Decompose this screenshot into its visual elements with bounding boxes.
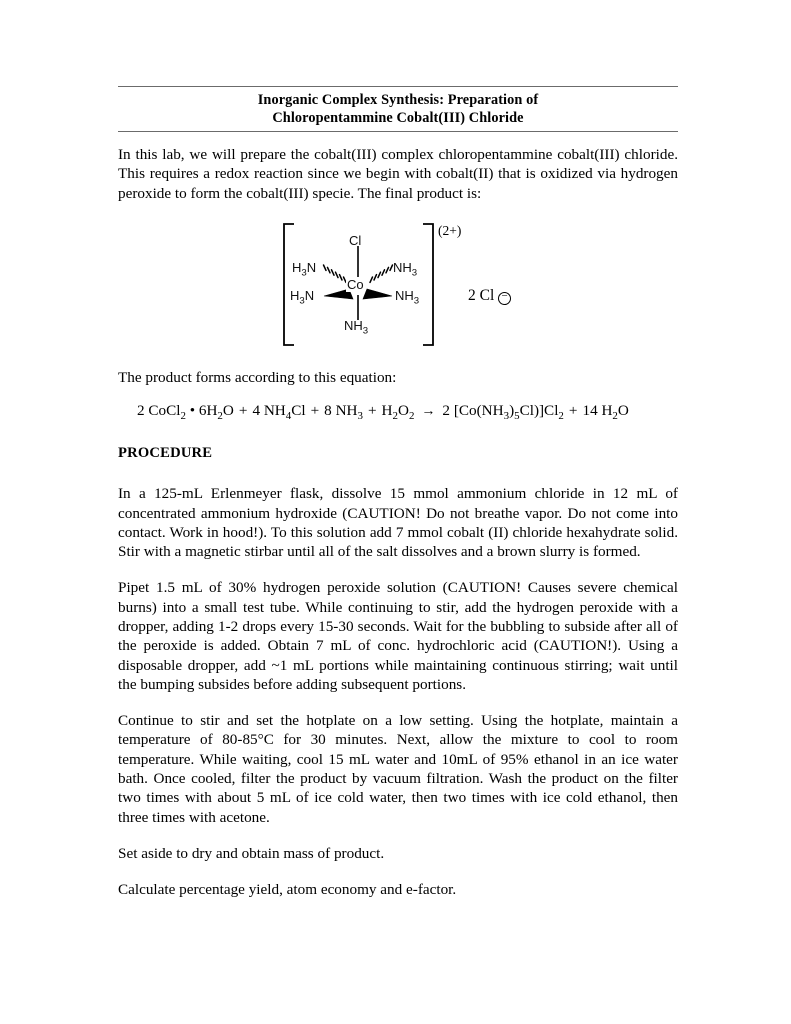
eq-reaction-arrow-icon: →: [421, 404, 436, 420]
eq-reactant-cocl2: CoCl$_2$: [148, 402, 186, 423]
eq-hydrate-dot: •: [189, 402, 196, 420]
balanced-equation: [118, 401, 678, 426]
eq-plus-2: +: [310, 402, 320, 420]
procedure-paragraph-1: In a 125-mL Erlenmeyer flask, dissolve 15 mmol ammonium chloride in 12 mL of concentrated ammonium hydroxide (CAUTION! Do not breathe vapor. Do not come into contact. Work in hood!). To this solution add 7 mmol cobalt (II) chloride hexahydrate solid. Stir with a magnetic stirbar until all of the salt dissolves and a brown slurry is formed.: [118, 485, 678, 561]
eq-reactant-nh3: $NH_3$: [335, 402, 363, 423]
metal-center-label: Co: [347, 276, 364, 292]
eq-coeff-2: 4: [252, 402, 261, 420]
eq-plus-3: +: [367, 402, 377, 420]
eq-plus-1: +: [238, 402, 248, 420]
complex-structure-diagram: [118, 215, 678, 360]
title-line-1: Inorganic Complex Synthesis: Preparation of: [257, 92, 539, 108]
counterion-label: 2 Cl −: [468, 287, 511, 305]
bond-hashed-upper-right: [370, 265, 393, 282]
bracket-left-icon: [284, 224, 294, 345]
eq-product-water: $H_2O$: [601, 402, 629, 423]
eq-coeff-1: 2: [137, 402, 145, 420]
complex-charge-label: (2+): [438, 222, 462, 238]
title-line-2: Chloropentammine Cobalt(III) Chloride: [272, 109, 524, 126]
document-title: [118, 87, 678, 131]
document-body: [118, 86, 678, 900]
procedure-heading: PROCEDURE: [118, 445, 213, 462]
bond-wedge-lower-right: [363, 289, 392, 299]
ligand-label-ammine-lower-right: $NH_3$: [395, 287, 420, 307]
equation-lead-text: The product forms according to this equation:: [118, 368, 397, 386]
ligand-label-ammine-upper-left: $H_3N$: [292, 259, 317, 279]
intro-paragraph: In this lab, we will prepare the cobalt(III) complex chloropentammine cobalt(III) chloride. This requires a redox reaction since we begin with cobalt(II) that is oxidized via hydrogen peroxide to form the cobalt(III) specie. The final product is:: [118, 146, 678, 202]
eq-plus-4: +: [568, 402, 578, 420]
ligand-label-ammine-axial-bottom: $NH_3$: [344, 317, 369, 337]
ligand-label-ammine-lower-left: $H_3N$: [290, 287, 315, 307]
procedure-paragraph-2: Pipet 1.5 mL of 30% hydrogen peroxide solution (CAUTION! Causes severe chemical burns) into a small test tube. While continuing to stir, add the hydrogen peroxide with a dropper, adding 1-2 drops every 15-30 seconds. Wait for the bubbling to subside after all of the peroxide is added. Obtain 7 mL of conc. hydrochloric acid (CAUTION!). Using a disposable dropper, add ~1 mL portions while maintaining continuous stirring; wait until the bumping subsides before adding subsequent portions.: [118, 579, 678, 693]
title-rule-bottom: [118, 131, 678, 132]
eq-coeff-4: 2: [442, 402, 451, 420]
procedure-paragraph-3: Continue to stir and set the hotplate on a low setting. Using the hotplate, maintain a temperature of 80-85°C for 30 minutes. Next, allow the mixture to cool to room temperature. While waiting, cool 15 mL water and 10mL of 95% ethanol in an ice water bath. Once cooled, filter the product by vacuum filtration. Wash the product on the filter two times with about 5 mL of ice cold water, then two times with ice cold ethanol, then three times with acetone.: [118, 712, 678, 826]
minus-charge-icon: −: [498, 292, 511, 305]
eq-hydrate-water: $6H_2O$: [198, 402, 234, 423]
eq-coeff-3: 8: [324, 402, 332, 420]
bond-hashed-upper-left: [324, 265, 347, 282]
eq-reactant-h2o2: $H_2O_2$: [381, 402, 415, 423]
eq-coeff-5: 14: [582, 402, 598, 420]
procedure-paragraph-5: Calculate percentage yield, atom economy and e-factor.: [118, 881, 457, 899]
eq-product-complex: $[Co(NH_3)_5Cl)]Cl_2$: [453, 402, 564, 423]
bracket-right-icon: [423, 224, 433, 345]
ligand-label-chloride-axial: Cl: [349, 232, 362, 248]
ligand-label-ammine-upper-right: $NH_3$: [393, 259, 418, 279]
procedure-paragraph-4: Set aside to dry and obtain mass of product.: [118, 844, 385, 862]
eq-reactant-nh4cl: $NH_4Cl$: [263, 402, 306, 423]
